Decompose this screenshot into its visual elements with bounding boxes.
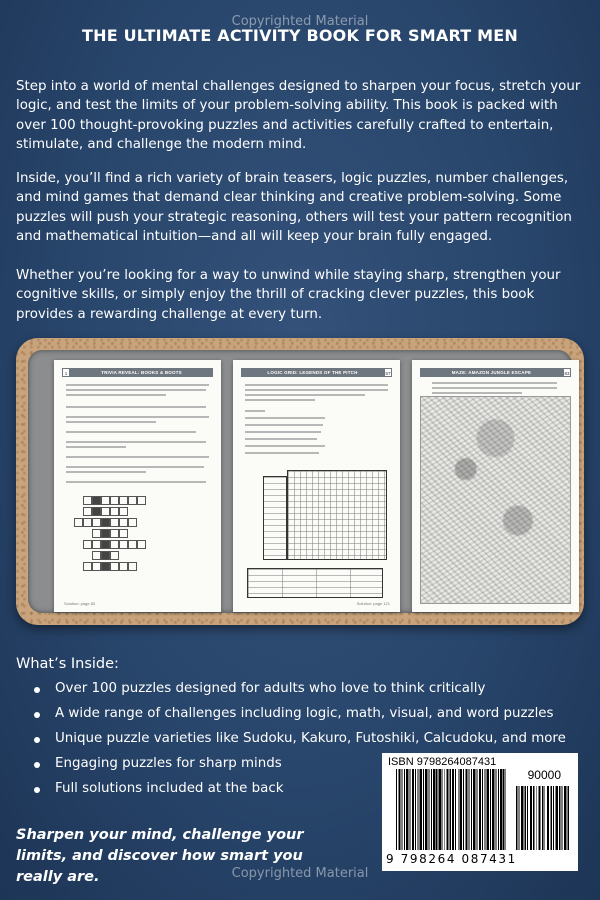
preview-page-logic-grid xyxy=(233,360,400,612)
cork-board xyxy=(16,338,584,625)
isbn-label: ISBN 9798264087431 xyxy=(388,756,497,768)
preview-page-trivia xyxy=(54,360,221,612)
page-title: THE ULTIMATE ACTIVITY BOOK FOR SMART MEN xyxy=(81,26,519,45)
page-number: 1 xyxy=(62,368,70,377)
price-code: 90000 xyxy=(527,768,561,782)
watermark-top: Copyrighted Material xyxy=(231,14,369,29)
logic-grid xyxy=(247,460,387,560)
maze-illustration xyxy=(420,396,571,604)
bullet-icon xyxy=(34,687,40,693)
page-footer: Solution: page 121 xyxy=(356,601,390,606)
page-heading: TRIVIA REVEAL: BOOKS & BOOTS xyxy=(70,368,213,377)
page-number: 57 xyxy=(384,368,392,377)
intro-paragraph-1: Step into a world of mental challenges designed to sharpen your focus, stretch your logic, and test the limits of your problem-solving ability. This book is packed with over 100 thought-provoking puzzles and activities carefully crafted to entertain, stimulate, and challenge the modern mind. xyxy=(16,79,581,152)
bullet-icon xyxy=(34,712,40,718)
bullet-icon xyxy=(34,737,40,743)
intro-paragraph-2: Inside, you’ll find a rich variety of brain teasers, logic puzzles, number challenges, and mind games that demand clear thinking and creative problem-solving. Some puzzles will push your strategic reasoning, others will test your pattern recognition and mathematical intuition—and all will keep your brain fully engaged. xyxy=(16,171,572,244)
page-heading: MAZE: AMAZON JUNGLE ESCAPE xyxy=(420,368,563,377)
logic-answer-table xyxy=(247,568,383,598)
intro-paragraph-3: Whether you’re looking for a way to unwind while staying sharp, strengthen your cognitive skills, or simply enjoy the thrill of cracking clever puzzles, this book provides a rewarding challenge at every turn. xyxy=(16,268,561,322)
bullet-icon xyxy=(34,762,40,768)
isbn-barcode xyxy=(382,753,578,871)
bullet-icon xyxy=(34,787,40,793)
page-number: 83 xyxy=(563,368,571,377)
preview-page-maze xyxy=(412,360,579,612)
barcode-addon-bars xyxy=(516,786,570,850)
barcode-bars xyxy=(396,769,506,850)
crossword-grid xyxy=(74,496,146,573)
page-footer: Solution: page 83 xyxy=(64,601,96,606)
barcode-digits: 9 798264 087431 xyxy=(386,852,517,866)
inside-heading: What’s Inside: xyxy=(16,656,119,672)
watermark-bottom: Copyrighted Material xyxy=(231,866,369,881)
page-heading: LOGIC GRID: LEGENDS OF THE PITCH xyxy=(241,368,384,377)
tagline: Sharpen your mind, challenge your limits, and discover how smart you really are. xyxy=(16,827,304,885)
